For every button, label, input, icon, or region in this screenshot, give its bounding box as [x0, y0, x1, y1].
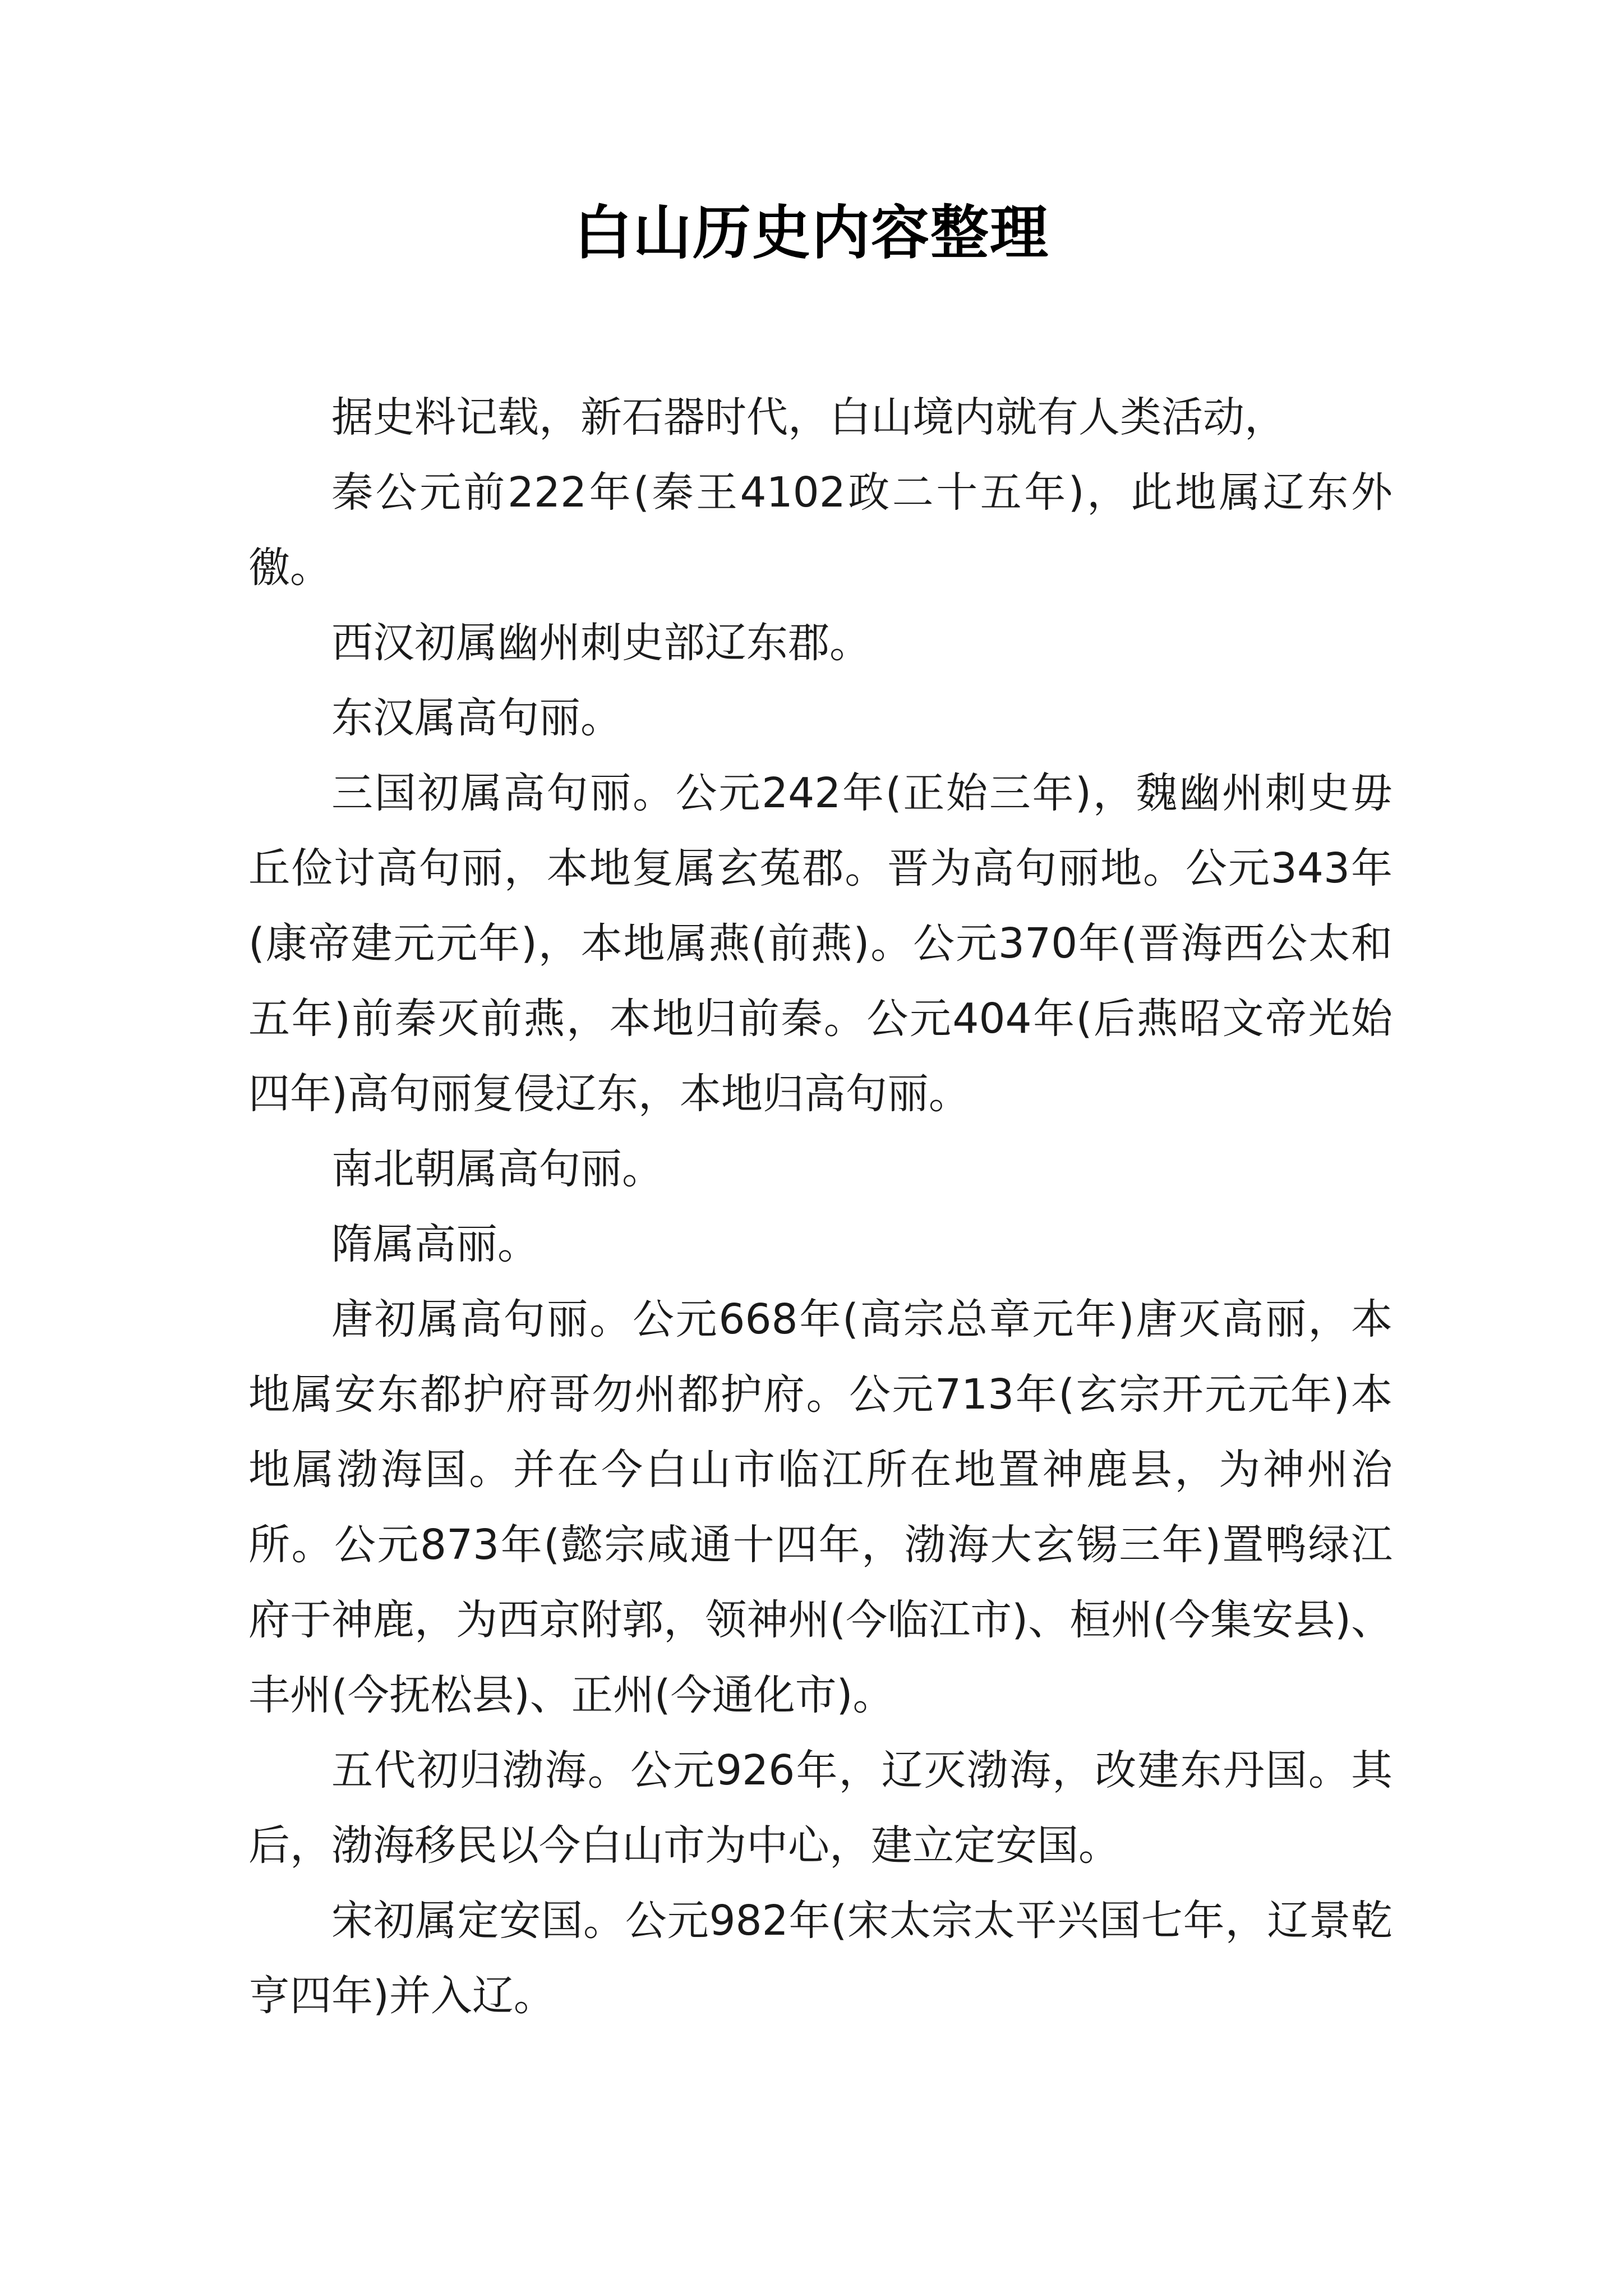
paragraph-five-dynasties: 五代初归渤海。公元926年，辽灭渤海，改建东丹国。其后，渤海移民以今白山市为中心，建立定安国。 [248, 1746, 1393, 1870]
paragraph-neolithic: 据史料记载，新石器时代，白山境内就有人类活动， [331, 393, 1286, 441]
paragraph-tang: 唐初属高句丽。公元668年(高宗总章元年)唐灭高丽，本地属安东都护府哥勿州都护府。公元713年(玄宗开元元年)本地属渤海国。并在今白山市临江所在地置神鹿县，为神州治所。公元873年(懿宗咸通十四年，渤海大玄锡三年)置鸭绿江府于神鹿，为西京附郭，领神州(今临江市)、桓州(今集安县)、丰州(今抚松县)、正州(今通化市)。 [248, 1295, 1393, 1719]
paragraph-western-han: 西汉初属幽州刺史部辽东郡。 [331, 619, 871, 667]
paragraph-eastern-han: 东汉属高句丽。 [331, 694, 622, 742]
paragraph-three-kingdoms: 三国初属高句丽。公元242年(正始三年)，魏幽州刺史毋丘俭讨高句丽，本地复属玄菟郡。晋为高句丽地。公元343年(康帝建元元年)，本地属燕(前燕)。公元370年(晋海西公太和五年)前秦灭前燕，本地归前秦。公元404年(后燕昭文帝光始四年)高句丽复侵辽东，本地归高句丽。 [248, 769, 1393, 1118]
document-body [248, 380, 1393, 2033]
paragraph-sui: 隋属高丽。 [331, 1220, 539, 1268]
document-title: 白山历史内容整理 [573, 198, 1049, 267]
paragraph-qin: 秦公元前222年(秦王4102政二十五年)，此地属辽东外徼。 [248, 468, 1393, 592]
paragraph-song: 宋初属定安国。公元982年(宋太宗太平兴国七年，辽景乾亨四年)并入辽。 [248, 1897, 1393, 2020]
paragraph-southern-northern-dynasties: 南北朝属高句丽。 [331, 1145, 663, 1193]
